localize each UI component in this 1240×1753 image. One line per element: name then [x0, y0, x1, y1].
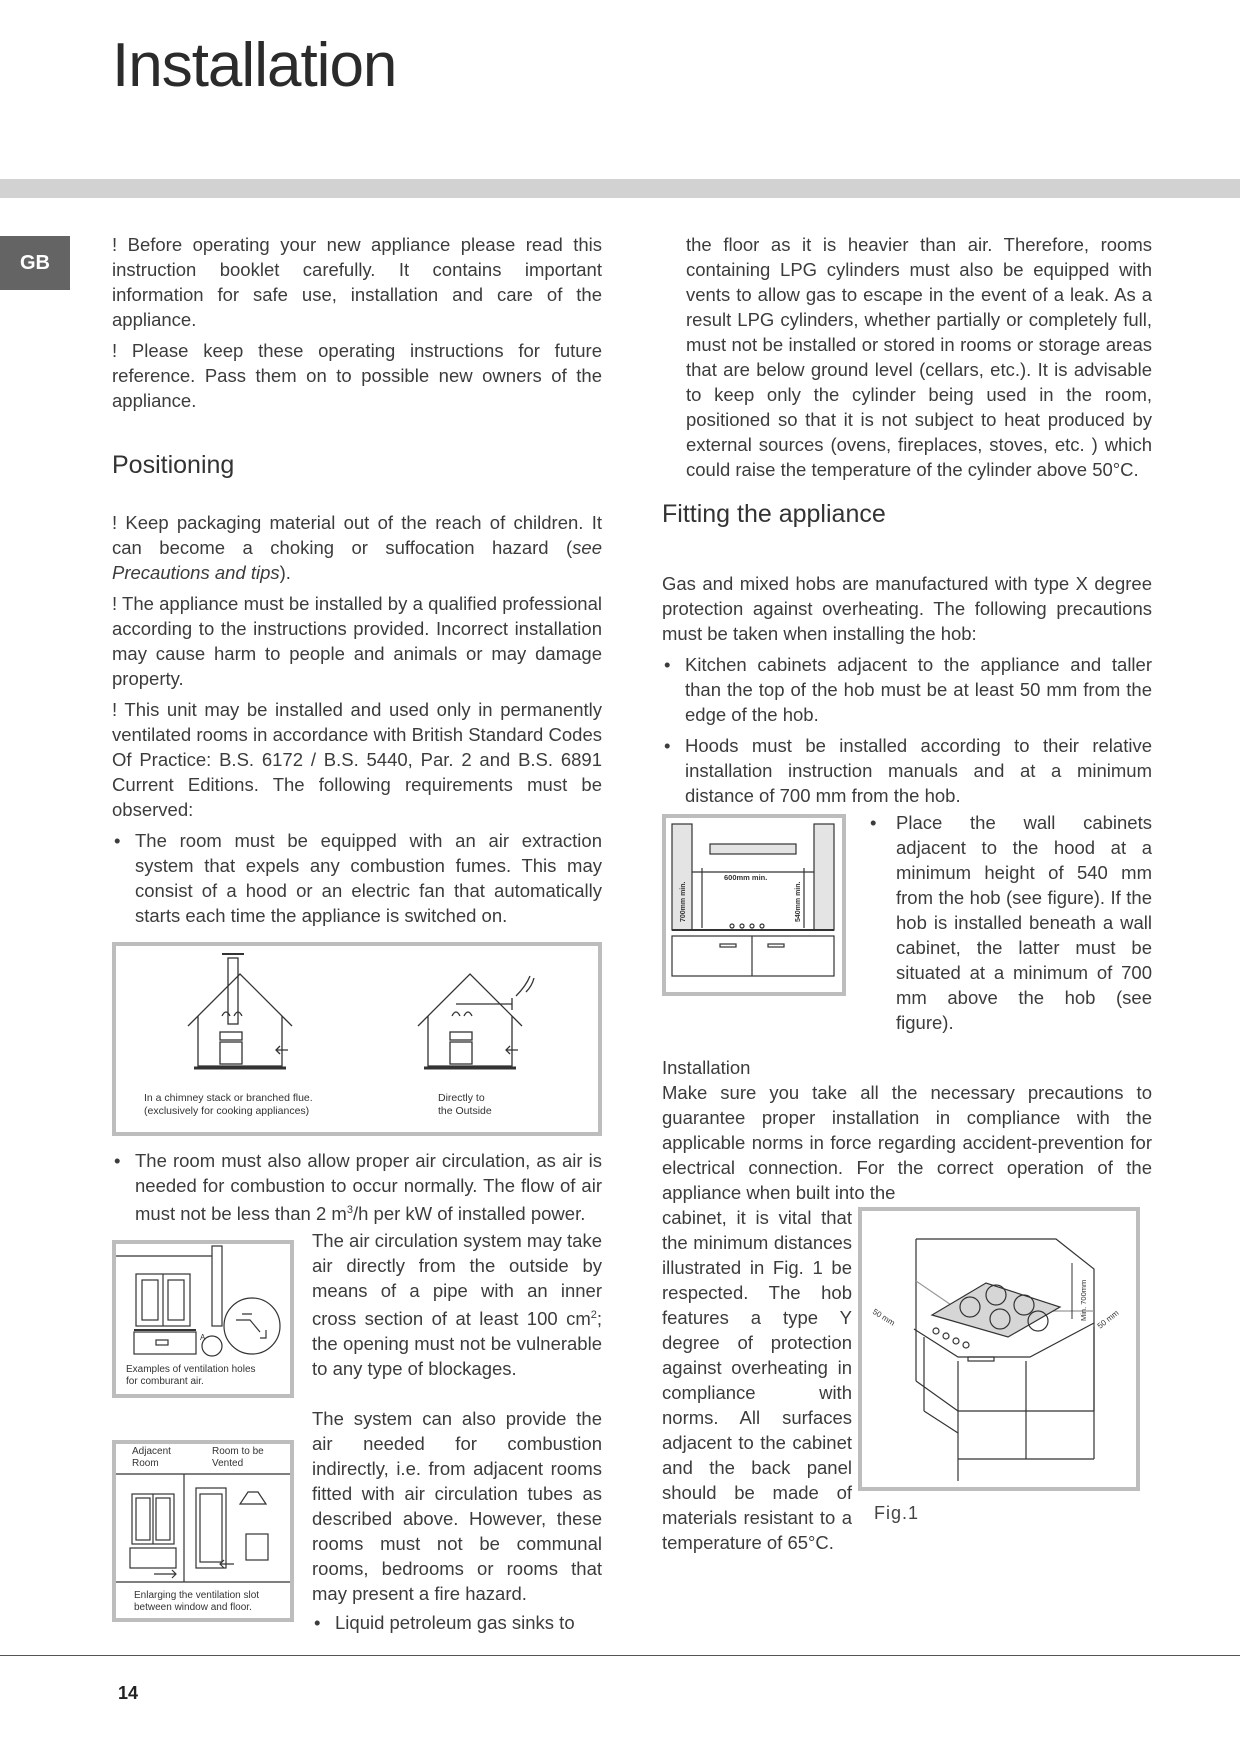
language-tab: GB: [0, 236, 70, 290]
fig1-label-min700: Min. 700mm: [1079, 1279, 1088, 1321]
fig1-label-50-right: 50 mm: [1095, 1308, 1121, 1331]
adjacent-room-label-2: Room: [132, 1458, 159, 1470]
fig1-cabinet-figure: [858, 1207, 1140, 1491]
intro-paragraph-1: ! Before operating your new appliance please read this instruction booklet carefully. It contains important information for safe use, installation and care of the appliance.: [112, 234, 602, 330]
bullet-air-circulation: • The room must also allow proper air circulation, as air is needed for combustion to occur normally. The flow of air must not be less than 2 $m^3/h$ per kW of installed power.: [112, 1148, 602, 1226]
cabinet-row: [662, 1205, 1152, 1555]
positioning-paragraph-1: ! Keep packaging material out of the reach of children. It can become a choking or suffocation hazard (see Precautions and tips).: [112, 512, 602, 583]
extraction-caption-chimney: In a chimney stack or branched flue. (exclusively for cooking appliances): [144, 1092, 313, 1117]
air-circulation-paragraph: The air circulation system may take air directly from the outside by means of a pipe with an inner cross section of at least 100 $cm^2$; the opening must not be vulnerable to any type of blockages.: [312, 1230, 602, 1380]
cabinet-paragraph: cabinet, it is vital that the minimum distances illustrated in Fig. 1 be respected. The hob features a type Y degree of protection against overheating in compliance with norms. All surfaces adjacent to the cabinet and the back panel should be made of materials resistant to a temperature of 65°C.: [662, 1207, 852, 1553]
page-number: 14: [118, 1683, 139, 1703]
fitting-heading: Fitting the appliance: [662, 500, 886, 528]
extraction-caption-outside: Directly to the Outside: [438, 1092, 492, 1117]
room-vented-label-1: Room to be: [212, 1446, 264, 1458]
positioning-paragraph-3: ! This unit may be installed and used only in permanently ventilated rooms in accordance with British Standard Codes Of Practice: B.S. 6172 / B.S. 5440, Par. 2 and B.S. 6891 Current Editions. The following requirements must be observed:: [112, 699, 602, 820]
positioning-paragraph-2: ! The appliance must be installed by a qualified professional according to the instructions provided. Incorrect installation may cause harm to people and animals or may damage property.: [112, 593, 602, 689]
page-title: Installation: [112, 31, 397, 100]
bullet-wall-cabinets: • Place the wall cabinets adjacent to the hood at a minimum height of 540 mm from the hob (see figure). If the hob is installed beneath a wall cabinet, the latter must be situated at a minimum of 700 mm above the hob (see figure).: [868, 810, 1152, 1035]
vent-label-a: A: [200, 1333, 206, 1343]
left-column: [112, 232, 602, 1641]
ventilation-slot-caption: Enlarging the ventilation slot between window and floor.: [134, 1590, 260, 1614]
hood-label-540: 540mm min.: [795, 881, 802, 922]
hood-row: [662, 814, 1152, 1041]
hood-distance-illustration: [666, 818, 842, 992]
lpg-continuation-paragraph: the floor as it is heavier than air. Therefore, rooms containing LPG cylinders must also be equipped with vents to allow gas to escape in the event of a leak. As a result LPG cylinders, whether partially or completely full, must not be installed or stored in rooms or storage areas that are below ground level (cellars, etc.). It is advisable to keep only the cylinder being used in the room, positioned so that it is not subject to heat produced by external sources (ovens, fireplaces, stoves, etc. ) which could raise the temperature of the cylinder above 50°C.: [686, 234, 1152, 480]
bullet-air-extraction: • The room must be equipped with an air extraction system that expels any combustion fumes. This may consist of a hood or an electric fan that automatically starts each time the appliance is switched on.: [112, 828, 602, 928]
footer-rule: [0, 1655, 1240, 1656]
bullet-lpg: • Liquid petroleum gas sinks to: [312, 1610, 602, 1635]
hood-label-600: 600mm min.: [724, 873, 768, 882]
ventilation-holes-caption: Examples of ventilation holes for comburant air.: [126, 1364, 256, 1388]
ventilation-row: [112, 1228, 602, 1641]
bullet-hoods: • Hoods must be installed according to their relative installation instruction manuals and at a minimum distance of 700 mm from the hob.: [662, 733, 1152, 808]
installation-paragraph: Make sure you take all the necessary precautions to guarantee proper installation in compliance with the applicable norms in force regarding accident-prevention for electrical connection. For the correct operation of the appliance when built into the: [662, 1082, 1152, 1203]
header-band: [0, 179, 1240, 198]
positioning-heading: Positioning: [112, 451, 235, 479]
fig1-label: Fig.1: [874, 1503, 920, 1523]
indirect-air-paragraph: The system can also provide the air needed for combustion indirectly, i.e. from adjacent rooms fitted with air circulation tubes as described above. However, these rooms must not be communal rooms, bedrooms or rooms that may present a fire hazard.: [312, 1408, 602, 1605]
extraction-figure: [112, 942, 602, 1136]
fig1-cabinet-illustration: [862, 1211, 1136, 1487]
ventilation-holes-figure: [112, 1240, 294, 1398]
ventilation-slot-figure: [112, 1440, 294, 1622]
fitting-intro-paragraph: Gas and mixed hobs are manufactured with type X degree protection against overheating. The following precautions must be taken when installing the hob:: [662, 573, 1152, 644]
intro-paragraph-2: ! Please keep these operating instructions for future reference. Pass them on to possible new owners of the appliance.: [112, 340, 602, 411]
right-column: [662, 232, 1152, 1555]
adjacent-room-label-1: Adjacent: [132, 1446, 171, 1458]
bullet-kitchen-cabinets: • Kitchen cabinets adjacent to the appliance and taller than the top of the hob must be at least 50 mm from the edge of the hob.: [662, 652, 1152, 727]
hood-distance-figure: [662, 814, 846, 996]
fig1-label-50-left: 50 mm: [870, 1307, 897, 1328]
installation-subheading: Installation: [662, 1057, 751, 1078]
room-vented-label-2: Vented: [212, 1458, 244, 1470]
hood-label-700: 700mm min.: [680, 881, 687, 922]
